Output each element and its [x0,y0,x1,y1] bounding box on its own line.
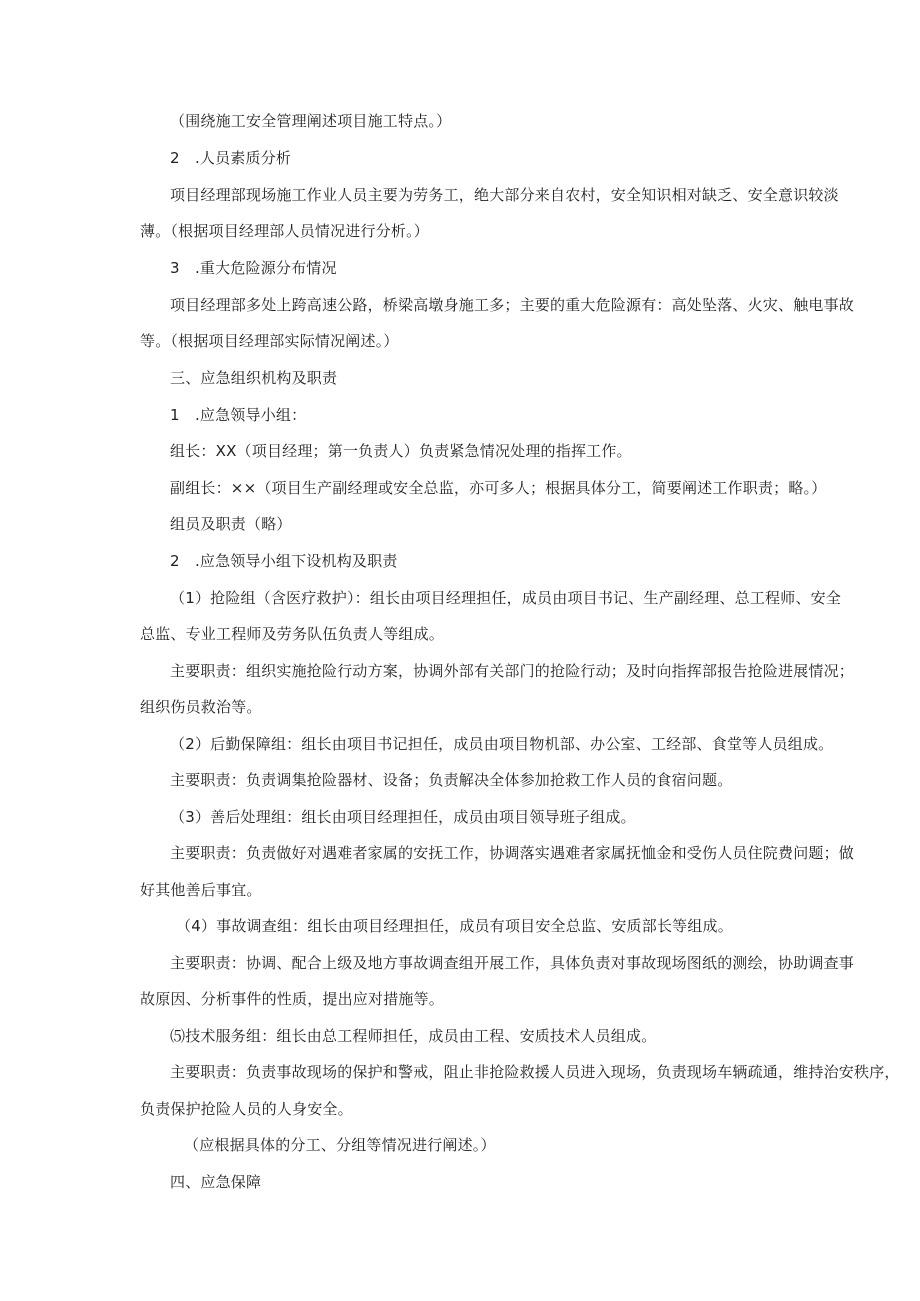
paragraph-group-leader: 组长：XX（项目经理；第一负责人）负责紧急情况处理的指挥工作。 [170,442,632,460]
heading-leadership-group: 1 .应急领导小组： [170,406,307,424]
paragraph-personnel-cont: 薄。（根据项目经理部人员情况进行分析。） [140,222,430,240]
paragraph-investigation-group: （4）事故调查组：组长由项目经理担任，成员有项目安全总监、安质部长等组成。 [176,917,733,935]
heading-hazard-sources: 3 .重大危险源分布情况 [170,259,337,277]
paragraph-deputy-leader: 副组长：××（项目生产副经理或安全总监，亦可多人；根据具体分工，简要阐述工作职责；略。） [170,479,827,497]
paragraph-members: 组员及职责（略） [170,515,292,533]
paragraph-technical-group: ⑸技术服务组：组长由总工程师担任，成员由工程、安质技术人员组成。 [170,1027,657,1045]
paragraph-rescue-group-cont: 总监、专业工程师及劳务队伍负责人等组成。 [140,625,445,643]
heading-personnel-analysis: 2 .人员素质分析 [170,149,292,167]
heading-sub-organizations: 2 .应急领导小组下设机构及职责 [170,552,398,570]
paragraph-logistics-duties: 主要职责：负责调集抢险器材、设备；负责解决全体参加抢救工作人员的食宿问题。 [170,771,733,789]
section-heading-organization: 三、应急组织机构及职责 [170,369,338,387]
paragraph-note-grouping: （应根据具体的分工、分组等情况进行阐述。） [184,1136,496,1154]
paragraph-rescue-group: （1）抢险组（含医疗救护）：组长由项目经理担任，成员由项目书记、生产副经理、总工程师、安全 [170,589,842,607]
paragraph-aftermath-duties-cont: 好其他善后事宜。 [140,881,262,899]
paragraph-logistics-group: （2）后勤保障组：组长由项目书记担任，成员由项目物机部、办公室、工经部、食堂等人员组成。 [170,735,834,753]
paragraph-investigation-duties: 主要职责：协调、配合上级及地方事故调查组开展工作，具体负责对事故现场图纸的测绘，协助调查事 [170,954,855,972]
paragraph-hazards: 项目经理部多处上跨高速公路，桥梁高墩身施工多；主要的重大危险源有：高处坠落、火灾、触电事故 [170,296,855,314]
paragraph-personnel: 项目经理部现场施工作业人员主要为劳务工，绝大部分来自农村，安全知识相对缺乏、安全意识较淡 [170,186,839,204]
paragraph-investigation-duties-cont: 故原因、分析事件的性质，提出应对措施等。 [140,990,445,1008]
paragraph-aftermath-group: （3）善后处理组：组长由项目经理担任，成员由项目领导班子组成。 [170,808,636,826]
paragraph-aftermath-duties: 主要职责：负责做好对遇难者家属的安抚工作，协调落实遇难者家属抚恤金和受伤人员住院费问题；做 [170,844,855,862]
paragraph-hazards-cont: 等。（根据项目经理部实际情况阐述。） [140,332,399,350]
paragraph-technical-duties: 主要职责：负责事故现场的保护和警戒，阻止非抢险救援人员进入现场，负责现场车辆疏通，维持治安秩序， [170,1063,900,1081]
section-heading-emergency-support: 四、应急保障 [170,1173,262,1191]
paragraph-note-construction: （围绕施工安全管理阐述项目施工特点。） [170,112,452,130]
paragraph-rescue-duties-cont: 组织伤员救治等。 [140,698,262,716]
paragraph-rescue-duties: 主要职责：组织实施抢险行动方案，协调外部有关部门的抢险行动；及时向指挥部报告抢险进展情况； [170,662,855,680]
paragraph-technical-duties-cont: 负责保护抢险人员的人身安全。 [140,1100,353,1118]
